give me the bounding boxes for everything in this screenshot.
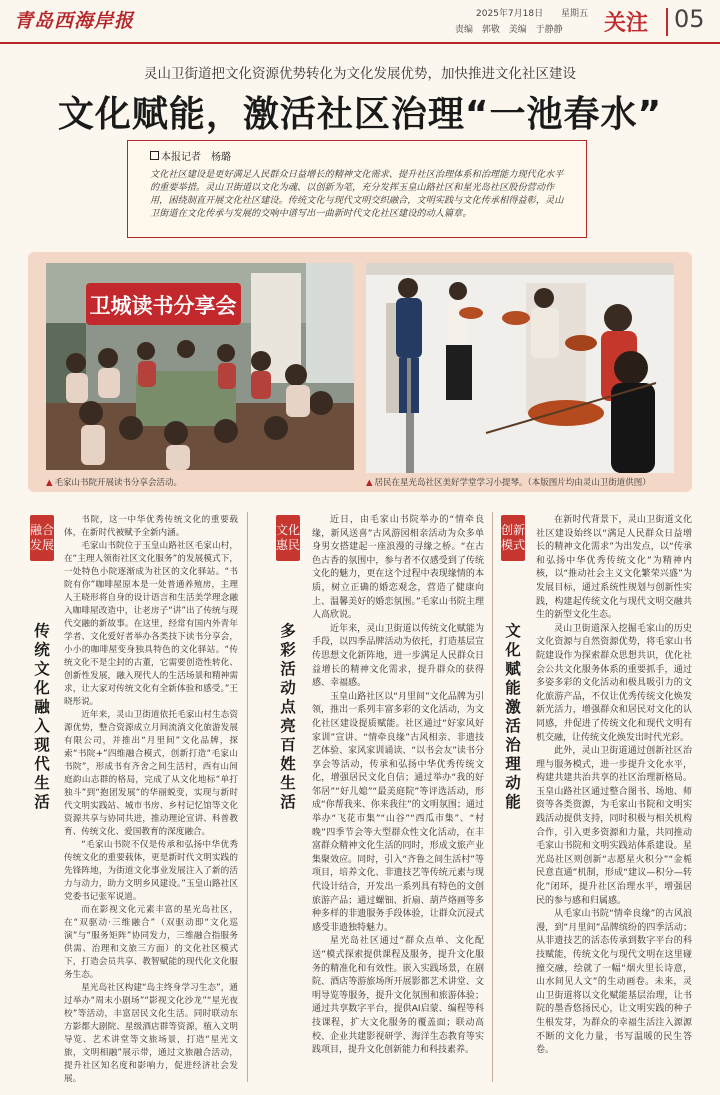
column-tag-innovation: 创新模式 — [501, 515, 525, 561]
paragraph: 玉皇山路社区以“月里间”文化品牌为引领，推出一系列丰富多彩的文化活动，为文化社区建设提质赋能。社区通过“好家风好家训”宣讲、“情牵良缘”古风相亲、非遗技艺体验、家风家训诵读、“以书会友”读书分享会等活动，传承和弘扬中华优秀传统文化，增强居民文化自信；通过举办“我的好邻居”“好儿媳”“最美庭院”等评选活动，形成“你帮我来、你来我往”的文明氛围；通过举办“飞花市集”“山谷”“西瓜市集”、“村晚”四季节会等大型群众性文化活动，在丰富群众精神文化生活的同时，形成文旅产业集聚效应。同时，引入“齐鲁之间生活村”等项目，培养文化、非遗技艺等传统元素与现代设计结合，开发出一系列具有特色的文创旅游产品；通过螺钿、折扇、葫芦烙画等多种多样的非遗服务手段体验，让群众沉浸式感受非遗独特魅力。 — [312, 691, 484, 933]
caption-right — [366, 476, 651, 488]
section-divider — [666, 8, 668, 36]
paragraph: 从毛家山书院“情牵良缘”的古风浪漫，到“月里间”品牌缤纷的四季活动；从非遗技艺的活态传承到数字平台的科技赋能，传统文化与现代文明在这里碰撞交融，绘就了一幅“烟火里长诗意，山水间见人文”的生动画卷。未来，灵山卫街道将以文化赋能基层治理，让书院的墨香悠扬民心，让文明实践的种子生根发芽，为群众的幸福生活注入源源不断的文化力量，书写温暖的民生答卷。 — [536, 909, 692, 1056]
paragraph: 此外，灵山卫街道通过创新社区治理与服务模式，进一步提升文化水平，构建共建共治共享的社区治理新格局。玉皇山路社区通过整合图书、场地、师资等各类资源，为毛家山书院和文明实践活动提供支持，同时积极与相关机构合作，引入更多资源和力量，共同推动毛家山书院和文明实践站体系建设。星光岛社区则创新“志愿星火积分”“金栀民意直通”机制，形成“建议—积分—转化”闭环，提升社区治理水平，增强居民的参与感和归属感。 — [536, 746, 692, 906]
page-number: 05 — [674, 5, 705, 33]
paragraph: 灵山卫街道深入挖掘毛家山的历史文化资源与自然资源优势，将毛家山书院建设作为探索群众思想共识，优化社会公共文化服务体系的重要抓手，通过多姿多彩的文化活动和极具吸引力的文化旅游产品，不仅让优秀传统文化焕发新光活力，增强群众和居民对文化的认同感，并促进了传统文化和现代文明有机交融，让传统文化焕发出时代光彩。 — [536, 623, 692, 743]
editors-credit: 责编 郭敬 美编 于静静 — [455, 25, 563, 35]
column-body-2 — [312, 514, 484, 1058]
caption-triangle-icon: ▲ — [366, 478, 373, 488]
column-divider — [247, 512, 248, 1082]
caption-left — [46, 476, 182, 488]
paragraph: 近年来，灵山卫街道依托毛家山村生态资源优势，整合资源成立月间流淌文化旅游发展有限公司，并推出“月里间”文化品牌，探索“书院+”四维融合模式，创新打造“毛家山书院”，形成书有齐舍之间生活村，西有山间庭韵山志群的格局，完成了从文化地标“单打独斗”到“抱团发展”的华丽蜕变，实现与新时代文明实践站、城市书房、乡村记忆馆等文化资源共享与协同共进，推动理论宣讲、科普教育、传统文化、爱国教育的深度融合。 — [64, 710, 238, 837]
column-title-2: 多彩活动点亮百姓生活 — [280, 622, 296, 811]
newspaper-logo: 青岛西海岸报 — [14, 10, 135, 32]
banner-text: 卫城读书分享会 — [89, 294, 237, 318]
byline — [150, 148, 231, 163]
column-tag-benefit: 文化惠民 — [276, 515, 300, 561]
column-title-1: 传统文化融入现代生活 — [34, 622, 50, 811]
photo-reading-session — [46, 263, 354, 470]
article-headline: 文化赋能，激活社区治理“一池春水” — [57, 94, 663, 135]
article-abstract: 文化社区建设是更好满足人民群众日益增长的精神文化需求、提升社区治理体系和治理能力现代化水平的重要举措。灵山卫街道以文化为魂、以创新为笔，充分发挥玉皇山路社区和星光岛社区股份营动作用，困绕制直开展文化社区建设。传统文化与现代文明交织融合，文明实践与文化传承相得益彰，灵山卫街道在文化传承与发展的交响中谱写出一曲新时代文化社区建设的动人篇章。 — [150, 169, 564, 219]
paragraph: “毛家山书院不仅是传承和弘扬中华优秀传统文化的重要载体，更是新时代文明实践的先锋阵地，为街道文化事业发展注入了新的活力与动力，助力文明乡风建设。”玉皇山路社区党委书记张军说道。 — [64, 840, 238, 902]
photo-violin-class — [366, 263, 674, 473]
paragraph: 毛家山书院位于玉皇山路社区毛家山村，在“主理人领衔社区文化服务”的发展模式下，一处特色小院逐渐成为社区的文化驿站。“书院有你”咖啡屋原本是一处普通养殖房，主理人王晓形将自身的设计语言和生活美学理念融入咖啡屋改造中，让老房子“讲”出了传统与现代交融的新故事。在这里，经常有国内外青年学者、文化爱好者举办各类技下读书分享会，小小的咖啡屋变身独具特色的文化驿站。“传统文化不是尘封的古董，它需要创造性转化、创新性发展，融入现代人的生活场景和精神需求，让大家对传统文化有全新体验和感受。”王晓彤说。 — [64, 541, 238, 707]
caption-left-text: 毛家山书院开展读书分享会活动。 — [54, 478, 183, 488]
column-body-3 — [536, 514, 692, 1058]
issue-date: 2025年7月18日 — [476, 9, 544, 19]
caption-triangle-icon: ▲ — [46, 478, 53, 488]
paragraph: 星光岛社区构建“岛主终身学习生态”，通过举办“周末小剧场”“影视文化沙龙”“星光夜校”等活动，丰富居民文化生活。同时联动东方影都大剧院、星级酒店群等资源，植入文明导览、艺术讲堂等文旅场景，打造“星光文旅，文明相融”展示带，通过文旅融合活动，提升社区知名度和影响力，促进经济社会发展。 — [64, 983, 238, 1084]
column-title-3: 文化赋能激活治理动能 — [505, 622, 521, 811]
caption-right-text: 居民在星光岛社区美好学堂学习小提琴。（本版图片均由灵山卫街道供图） — [374, 478, 651, 488]
issue-weekday: 星期五 — [561, 9, 589, 19]
reading-session-illustration — [46, 263, 354, 470]
byline-box-icon — [150, 151, 159, 160]
paragraph: 星光岛社区通过“群众点单、文化配送”模式探索提供课程及服务，提升文化服务的精准化和有效性。嵌入实践场景，在剧院、酒店等游旅场所开展影都艺术讲堂、文明导览等服务，提升文化氛围和旅游体验；通过共享数字平台，提供AI启蒙、编程等科技课程，扩大文化服务的覆盖面；联动高校、企业共建影视研学、海洋生态教育等实践项目，提升文化创新能力和科技素养。 — [312, 936, 484, 1056]
article-subhead: 灵山卫街道把文化资源优势转化为文化发展优势，加快推进文化社区建设 — [144, 66, 576, 82]
byline-text: 本报记者 杨璐 — [161, 152, 231, 163]
paragraph: 而在影视文化元素丰富的星光岛社区，在“双驱动·三维融合”（双驱动即“文化巡演”与“服务矩阵”协同发力，三维融合指服务供需、治理和文旅三方面）的文化社区模式下，打造会员共享、教智赋能的现代化文化服务生态。 — [64, 905, 238, 980]
column-divider — [492, 512, 493, 1082]
section-title: 关注 — [604, 11, 649, 36]
paragraph: 在新时代背景下，灵山卫街道文化社区建设始终以“满足人民群众日益增长的精神文化需求”为出发点，以“传承和弘扬中华优秀传统文化”为精神内核，以“推动社会主义文化繁荣兴盛”为发展目标，通过系统性规划与创新性实践，构建起传统文化与现代文明交融共生的新型文化生态。 — [536, 515, 692, 621]
violin-class-illustration — [366, 263, 674, 473]
column-tag-fusion: 融合发展 — [30, 515, 54, 561]
paragraph: 书院，这一中华优秀传统文化的重要载体，在新时代被赋予全新内涵。 — [64, 515, 238, 538]
paragraph: 近日，由毛家山书院举办的“情牵良缘，新风送喜”古风游园相亲活动为众多单身男女搭建起一座浪漫的寻缘之桥。“在古色古香的氛围中，参与者不仅感受到了传统文化的魅力，更在这个过程中表现缘情的本质，树立正确的婚恋观念，营造了健康向上、温馨美好的婚恋氛围。”毛家山书院主理人高欣说。 — [312, 515, 484, 621]
paragraph: 近年来，灵山卫街道以传统文化赋能为手段，以四季品牌活动为依托，打造基层宣传思想文化新阵地，进一步满足人民群众日益增长的精神文化需求，提升群众的获得感、幸福感。 — [312, 623, 484, 689]
column-body-1 — [64, 514, 238, 1086]
